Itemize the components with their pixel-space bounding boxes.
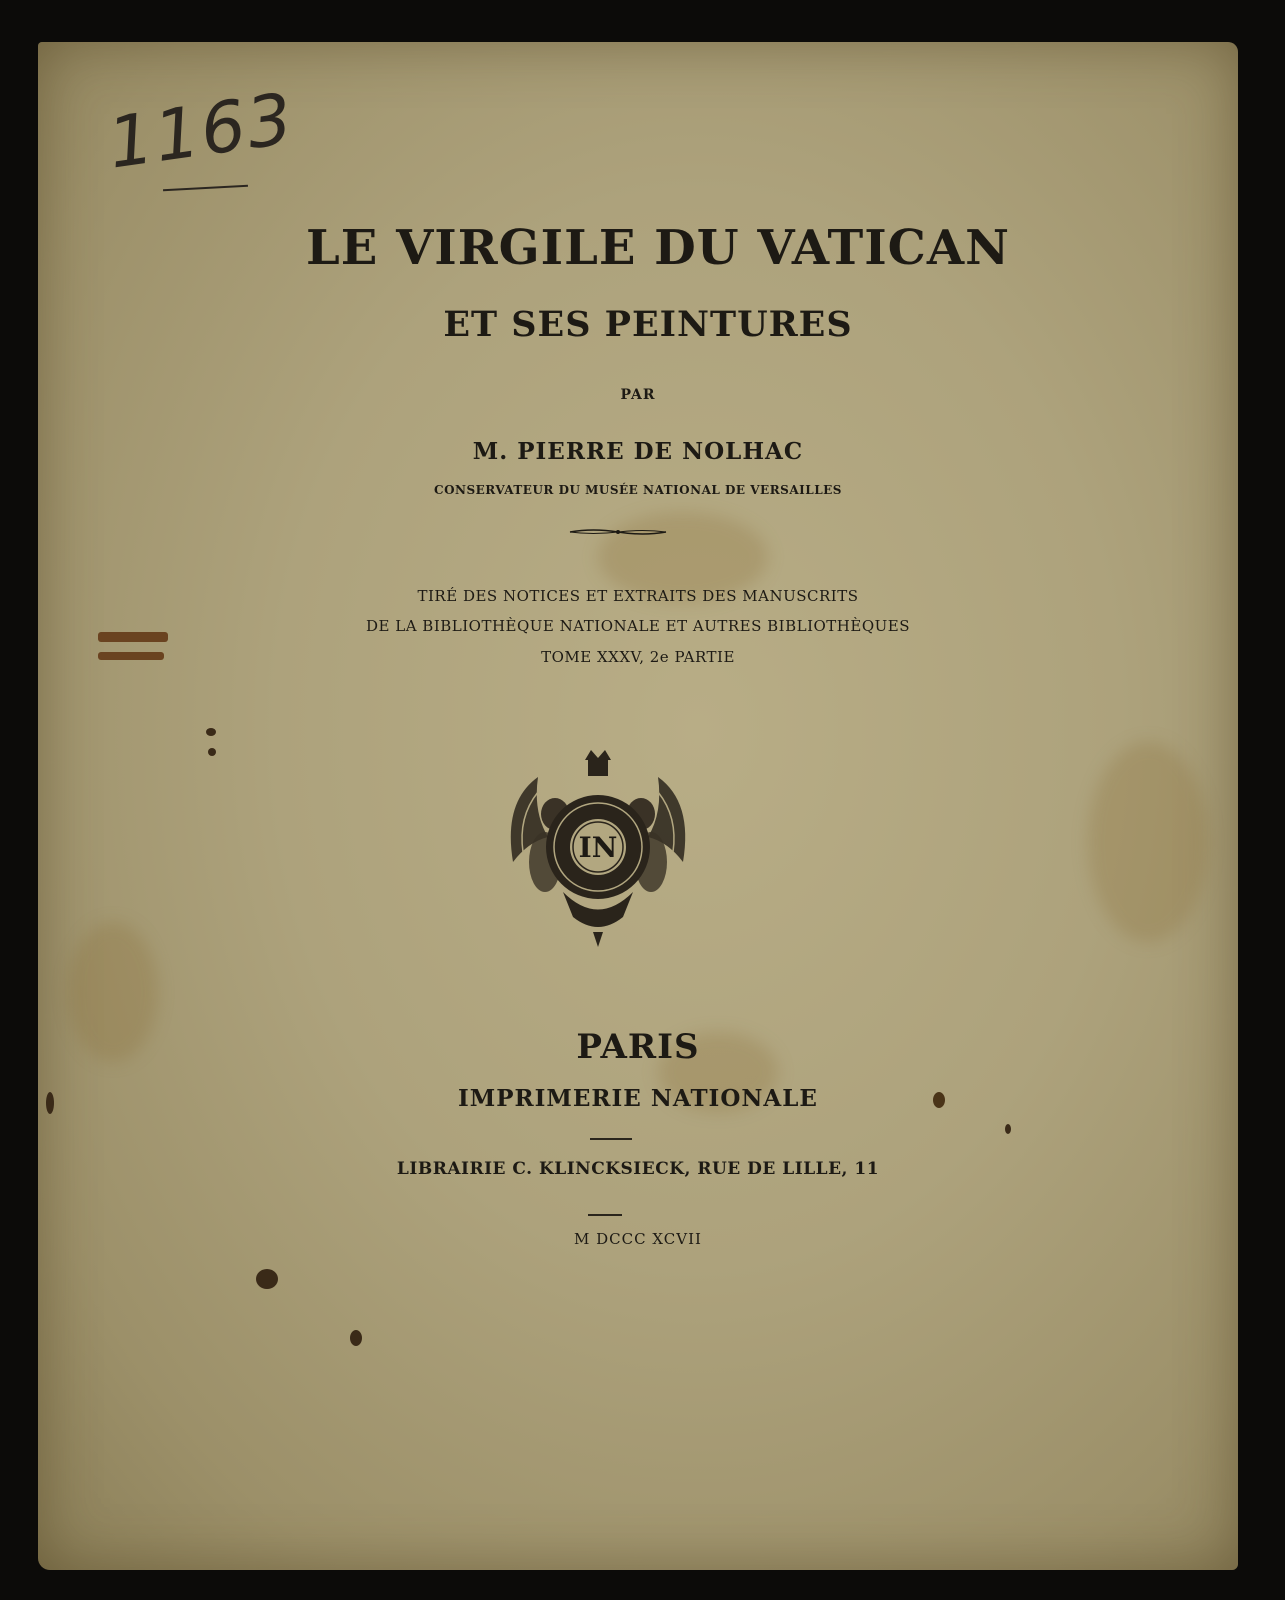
title-line-1: LE VIRGILE DU VATICAN	[306, 220, 1010, 276]
ink-spot	[208, 748, 216, 756]
separator-rule	[590, 1138, 632, 1140]
book-cover	[38, 42, 1238, 1570]
by-label: PAR	[620, 387, 656, 403]
extract-line-3: TOME XXXV, 2e PARTIE	[541, 648, 735, 666]
title-line-2: ET SES PEINTURES	[443, 304, 853, 345]
author-title: CONSERVATEUR DU MUSÉE NATIONAL DE VERSAILLES	[434, 483, 842, 497]
ink-spot	[350, 1330, 362, 1346]
printer-name: IMPRIMERIE NATIONALE	[458, 1085, 818, 1112]
shelf-mark-underline	[163, 185, 248, 191]
ink-spot	[1005, 1124, 1011, 1134]
separator-rule	[588, 1214, 622, 1216]
ink-spot	[206, 728, 216, 736]
imprimerie-nationale-emblem	[493, 742, 703, 952]
publication-year: M DCCC XCVII	[574, 1230, 702, 1248]
emblem-monogram: IN	[578, 831, 618, 864]
bookseller-address: LIBRAIRIE C. KLINCKSIECK, RUE DE LILLE, 11	[396, 1159, 880, 1179]
paper-stain	[1088, 742, 1208, 942]
flourish-ornament	[568, 525, 668, 539]
handwritten-shelf-mark: 1163	[103, 77, 299, 185]
city-name: PARIS	[576, 1027, 700, 1067]
extract-line-2: DE LA BIBLIOTHÈQUE NATIONALE ET AUTRES BIBLIOTHÈQUES	[366, 617, 910, 635]
ink-spot	[256, 1269, 278, 1289]
extract-line-1: TIRÉ DES NOTICES ET EXTRAITS DES MANUSCRITS	[417, 587, 859, 605]
author-name: M. PIERRE DE NOLHAC	[472, 438, 804, 465]
